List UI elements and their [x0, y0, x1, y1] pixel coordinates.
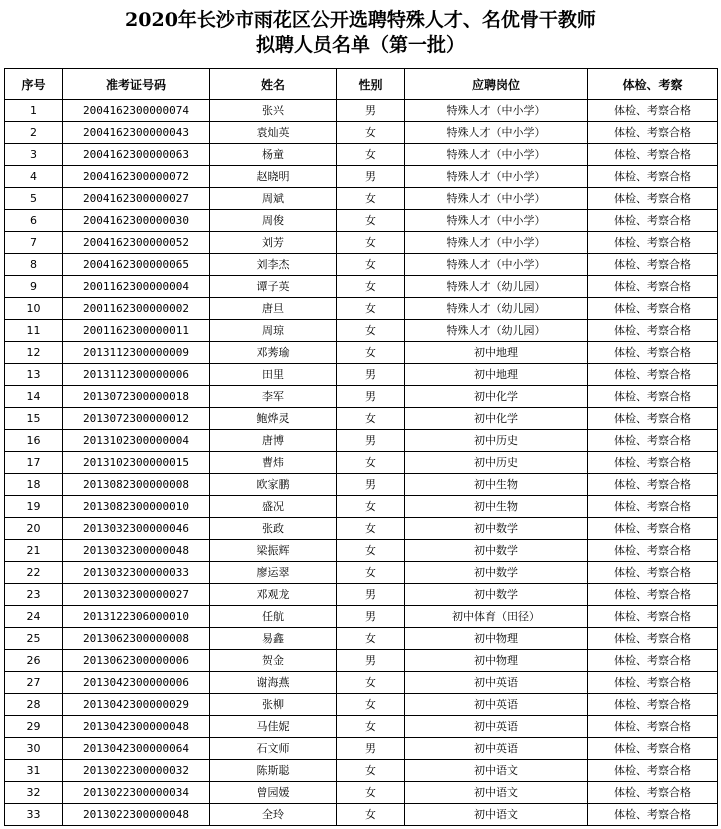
- cell-index: 15: [5, 408, 63, 430]
- cell-gender: 女: [337, 562, 405, 584]
- cell-index: 1: [5, 100, 63, 122]
- table-row: [5, 540, 718, 562]
- cell-exam-number: 2013042300000048: [63, 716, 210, 738]
- cell-check-result: 体检、考察合格: [588, 276, 718, 298]
- cell-index: 7: [5, 232, 63, 254]
- cell-position: 初中数学: [405, 540, 588, 562]
- table-row: [5, 342, 718, 364]
- cell-check-result: 体检、考察合格: [588, 804, 718, 826]
- cell-index: 31: [5, 760, 63, 782]
- cell-check-result: 体检、考察合格: [588, 518, 718, 540]
- cell-position: 初中英语: [405, 694, 588, 716]
- cell-index: 13: [5, 364, 63, 386]
- cell-index: 32: [5, 782, 63, 804]
- column-header-index: 序号: [5, 69, 63, 100]
- cell-check-result: 体检、考察合格: [588, 232, 718, 254]
- cell-index: 3: [5, 144, 63, 166]
- cell-position: 初中数学: [405, 562, 588, 584]
- table-row: [5, 694, 718, 716]
- cell-check-result: 体检、考察合格: [588, 738, 718, 760]
- cell-gender: 女: [337, 320, 405, 342]
- cell-gender: 女: [337, 540, 405, 562]
- cell-name: 曹炜: [210, 452, 337, 474]
- cell-name: 张柳: [210, 694, 337, 716]
- cell-index: 8: [5, 254, 63, 276]
- cell-index: 33: [5, 804, 63, 826]
- cell-name: 梁振辉: [210, 540, 337, 562]
- cell-check-result: 体检、考察合格: [588, 452, 718, 474]
- column-header-gender: 性别: [337, 69, 405, 100]
- table-row: [5, 320, 718, 342]
- cell-gender: 女: [337, 408, 405, 430]
- cell-position: 初中数学: [405, 518, 588, 540]
- cell-position: 初中历史: [405, 430, 588, 452]
- table-row: [5, 496, 718, 518]
- cell-index: 11: [5, 320, 63, 342]
- cell-exam-number: 2013072300000018: [63, 386, 210, 408]
- table-row: [5, 430, 718, 452]
- cell-name: 马佳妮: [210, 716, 337, 738]
- cell-exam-number: 2013082300000008: [63, 474, 210, 496]
- title-line-2: 拟聘人员名单（第一批）: [255, 34, 465, 56]
- column-header-name: 姓名: [210, 69, 337, 100]
- cell-gender: 男: [337, 474, 405, 496]
- cell-check-result: 体检、考察合格: [588, 672, 718, 694]
- cell-gender: 女: [337, 716, 405, 738]
- cell-position: 初中英语: [405, 716, 588, 738]
- cell-name: 贺金: [210, 650, 337, 672]
- cell-index: 14: [5, 386, 63, 408]
- cell-name: 盛况: [210, 496, 337, 518]
- cell-name: 鲍烨灵: [210, 408, 337, 430]
- cell-position: 初中体育（田径）: [405, 606, 588, 628]
- cell-gender: 女: [337, 452, 405, 474]
- cell-gender: 女: [337, 628, 405, 650]
- cell-position: 初中语文: [405, 804, 588, 826]
- cell-index: 5: [5, 188, 63, 210]
- table-row: [5, 760, 718, 782]
- column-header-check-result: 体检、考察: [588, 69, 718, 100]
- cell-exam-number: 2013112300000009: [63, 342, 210, 364]
- cell-gender: 女: [337, 298, 405, 320]
- table-row: [5, 188, 718, 210]
- cell-check-result: 体检、考察合格: [588, 474, 718, 496]
- cell-check-result: 体检、考察合格: [588, 188, 718, 210]
- cell-gender: 男: [337, 100, 405, 122]
- cell-exam-number: 2004162300000043: [63, 122, 210, 144]
- cell-name: 谭子英: [210, 276, 337, 298]
- cell-check-result: 体检、考察合格: [588, 606, 718, 628]
- cell-position: 初中地理: [405, 364, 588, 386]
- cell-gender: 男: [337, 584, 405, 606]
- cell-position: 初中化学: [405, 386, 588, 408]
- table-row: [5, 716, 718, 738]
- cell-position: 特殊人才（中小学）: [405, 232, 588, 254]
- cell-gender: 男: [337, 606, 405, 628]
- column-header-exam-number: 准考证号码: [63, 69, 210, 100]
- cell-exam-number: 2013042300000064: [63, 738, 210, 760]
- table-row: [5, 364, 718, 386]
- cell-index: 30: [5, 738, 63, 760]
- cell-exam-number: 2013032300000033: [63, 562, 210, 584]
- cell-position: 初中数学: [405, 584, 588, 606]
- table-row: [5, 144, 718, 166]
- cell-check-result: 体检、考察合格: [588, 650, 718, 672]
- cell-index: 25: [5, 628, 63, 650]
- cell-exam-number: 2013022300000034: [63, 782, 210, 804]
- cell-position: 初中语文: [405, 760, 588, 782]
- cell-check-result: 体检、考察合格: [588, 782, 718, 804]
- cell-check-result: 体检、考察合格: [588, 496, 718, 518]
- cell-exam-number: 2013032300000027: [63, 584, 210, 606]
- cell-gender: 男: [337, 430, 405, 452]
- table-row: [5, 562, 718, 584]
- cell-gender: 女: [337, 188, 405, 210]
- table-row: [5, 298, 718, 320]
- table-row: [5, 408, 718, 430]
- cell-exam-number: 2013082300000010: [63, 496, 210, 518]
- cell-position: 初中英语: [405, 672, 588, 694]
- cell-position: 初中地理: [405, 342, 588, 364]
- cell-check-result: 体检、考察合格: [588, 716, 718, 738]
- cell-check-result: 体检、考察合格: [588, 760, 718, 782]
- cell-name: 唐旦: [210, 298, 337, 320]
- cell-index: 27: [5, 672, 63, 694]
- cell-check-result: 体检、考察合格: [588, 100, 718, 122]
- cell-gender: 男: [337, 166, 405, 188]
- cell-exam-number: 2013112300000006: [63, 364, 210, 386]
- cell-position: 初中语文: [405, 782, 588, 804]
- table-row: [5, 166, 718, 188]
- table-row: [5, 210, 718, 232]
- cell-index: 9: [5, 276, 63, 298]
- cell-exam-number: 2004162300000063: [63, 144, 210, 166]
- table-row: [5, 276, 718, 298]
- cell-exam-number: 2013102300000004: [63, 430, 210, 452]
- cell-index: 28: [5, 694, 63, 716]
- cell-exam-number: 2004162300000074: [63, 100, 210, 122]
- cell-index: 22: [5, 562, 63, 584]
- table-row: [5, 100, 718, 122]
- cell-check-result: 体检、考察合格: [588, 540, 718, 562]
- cell-name: 周琼: [210, 320, 337, 342]
- cell-name: 谢海燕: [210, 672, 337, 694]
- table-row: [5, 452, 718, 474]
- cell-check-result: 体检、考察合格: [588, 584, 718, 606]
- cell-gender: 女: [337, 496, 405, 518]
- cell-name: 李军: [210, 386, 337, 408]
- table-row: [5, 122, 718, 144]
- cell-position: 特殊人才（中小学）: [405, 144, 588, 166]
- title-line-1: 2020年长沙市雨花区公开选聘特殊人才、名优骨干教师: [125, 9, 596, 31]
- cell-check-result: 体检、考察合格: [588, 628, 718, 650]
- cell-gender: 男: [337, 364, 405, 386]
- cell-exam-number: 2004162300000052: [63, 232, 210, 254]
- table-row: [5, 474, 718, 496]
- cell-name: 周俊: [210, 210, 337, 232]
- cell-name: 赵晓明: [210, 166, 337, 188]
- cell-check-result: 体检、考察合格: [588, 408, 718, 430]
- cell-position: 特殊人才（中小学）: [405, 166, 588, 188]
- table-row: [5, 738, 718, 760]
- cell-check-result: 体检、考察合格: [588, 254, 718, 276]
- cell-name: 张政: [210, 518, 337, 540]
- cell-exam-number: 2004162300000027: [63, 188, 210, 210]
- table-row: [5, 386, 718, 408]
- cell-name: 石文师: [210, 738, 337, 760]
- cell-name: 田里: [210, 364, 337, 386]
- cell-exam-number: 2001162300000002: [63, 298, 210, 320]
- cell-position: 特殊人才（幼儿园）: [405, 320, 588, 342]
- cell-name: 廖运翠: [210, 562, 337, 584]
- cell-name: 邓观龙: [210, 584, 337, 606]
- cell-exam-number: 2001162300000011: [63, 320, 210, 342]
- cell-index: 2: [5, 122, 63, 144]
- cell-check-result: 体检、考察合格: [588, 298, 718, 320]
- table-row: [5, 782, 718, 804]
- cell-index: 23: [5, 584, 63, 606]
- cell-position: 特殊人才（幼儿园）: [405, 298, 588, 320]
- cell-check-result: 体检、考察合格: [588, 386, 718, 408]
- table-row: [5, 232, 718, 254]
- cell-name: 全玲: [210, 804, 337, 826]
- cell-name: 袁灿英: [210, 122, 337, 144]
- cell-index: 29: [5, 716, 63, 738]
- table-body: [5, 100, 718, 826]
- cell-gender: 女: [337, 342, 405, 364]
- cell-position: 初中历史: [405, 452, 588, 474]
- candidate-table: [4, 68, 718, 826]
- cell-exam-number: 2013022300000032: [63, 760, 210, 782]
- cell-name: 周斌: [210, 188, 337, 210]
- table-row: [5, 584, 718, 606]
- cell-exam-number: 2013072300000012: [63, 408, 210, 430]
- cell-index: 20: [5, 518, 63, 540]
- cell-position: 初中物理: [405, 628, 588, 650]
- cell-position: 特殊人才（中小学）: [405, 122, 588, 144]
- cell-check-result: 体检、考察合格: [588, 342, 718, 364]
- document-title: [0, 0, 721, 68]
- cell-index: 18: [5, 474, 63, 496]
- cell-index: 12: [5, 342, 63, 364]
- cell-exam-number: 2001162300000004: [63, 276, 210, 298]
- table-row: [5, 804, 718, 826]
- cell-check-result: 体检、考察合格: [588, 144, 718, 166]
- cell-exam-number: 2013102300000015: [63, 452, 210, 474]
- cell-check-result: 体检、考察合格: [588, 320, 718, 342]
- cell-index: 26: [5, 650, 63, 672]
- cell-index: 24: [5, 606, 63, 628]
- cell-name: 张兴: [210, 100, 337, 122]
- cell-gender: 女: [337, 210, 405, 232]
- column-header-position: 应聘岗位: [405, 69, 588, 100]
- cell-index: 19: [5, 496, 63, 518]
- cell-check-result: 体检、考察合格: [588, 562, 718, 584]
- cell-name: 杨童: [210, 144, 337, 166]
- cell-name: 易鑫: [210, 628, 337, 650]
- cell-exam-number: 2004162300000072: [63, 166, 210, 188]
- cell-name: 邓莠瑜: [210, 342, 337, 364]
- cell-check-result: 体检、考察合格: [588, 364, 718, 386]
- cell-position: 特殊人才（幼儿园）: [405, 276, 588, 298]
- cell-exam-number: 2013062300000006: [63, 650, 210, 672]
- cell-position: 初中化学: [405, 408, 588, 430]
- cell-exam-number: 2004162300000065: [63, 254, 210, 276]
- cell-position: 特殊人才（中小学）: [405, 100, 588, 122]
- cell-exam-number: 2013062300000008: [63, 628, 210, 650]
- cell-index: 21: [5, 540, 63, 562]
- cell-gender: 男: [337, 386, 405, 408]
- cell-gender: 女: [337, 254, 405, 276]
- cell-name: 唐博: [210, 430, 337, 452]
- cell-gender: 女: [337, 144, 405, 166]
- cell-gender: 女: [337, 276, 405, 298]
- cell-position: 初中英语: [405, 738, 588, 760]
- table-header-row: [5, 69, 718, 100]
- cell-name: 曾园媛: [210, 782, 337, 804]
- cell-gender: 女: [337, 232, 405, 254]
- cell-check-result: 体检、考察合格: [588, 166, 718, 188]
- cell-name: 刘芳: [210, 232, 337, 254]
- cell-gender: 女: [337, 694, 405, 716]
- table-row: [5, 606, 718, 628]
- cell-index: 6: [5, 210, 63, 232]
- cell-exam-number: 2013032300000046: [63, 518, 210, 540]
- cell-index: 16: [5, 430, 63, 452]
- cell-exam-number: 2013032300000048: [63, 540, 210, 562]
- cell-gender: 女: [337, 782, 405, 804]
- cell-position: 特殊人才（中小学）: [405, 188, 588, 210]
- cell-name: 刘李杰: [210, 254, 337, 276]
- cell-gender: 女: [337, 518, 405, 540]
- table-row: [5, 518, 718, 540]
- table-row: [5, 254, 718, 276]
- cell-check-result: 体检、考察合格: [588, 210, 718, 232]
- cell-index: 4: [5, 166, 63, 188]
- cell-index: 17: [5, 452, 63, 474]
- cell-gender: 女: [337, 804, 405, 826]
- cell-position: 初中物理: [405, 650, 588, 672]
- cell-position: 特殊人才（中小学）: [405, 254, 588, 276]
- table-row: [5, 628, 718, 650]
- cell-gender: 男: [337, 650, 405, 672]
- cell-name: 欧家鹏: [210, 474, 337, 496]
- table-row: [5, 672, 718, 694]
- cell-gender: 女: [337, 122, 405, 144]
- cell-gender: 女: [337, 672, 405, 694]
- cell-check-result: 体检、考察合格: [588, 430, 718, 452]
- cell-exam-number: 2013022300000048: [63, 804, 210, 826]
- cell-position: 初中生物: [405, 474, 588, 496]
- cell-name: 任航: [210, 606, 337, 628]
- cell-name: 陈斯聪: [210, 760, 337, 782]
- cell-position: 特殊人才（中小学）: [405, 210, 588, 232]
- cell-exam-number: 2013042300000006: [63, 672, 210, 694]
- cell-exam-number: 2013122306000010: [63, 606, 210, 628]
- table-row: [5, 650, 718, 672]
- cell-gender: 男: [337, 738, 405, 760]
- cell-exam-number: 2004162300000030: [63, 210, 210, 232]
- cell-gender: 女: [337, 760, 405, 782]
- cell-check-result: 体检、考察合格: [588, 122, 718, 144]
- cell-exam-number: 2013042300000029: [63, 694, 210, 716]
- cell-check-result: 体检、考察合格: [588, 694, 718, 716]
- cell-index: 10: [5, 298, 63, 320]
- cell-position: 初中生物: [405, 496, 588, 518]
